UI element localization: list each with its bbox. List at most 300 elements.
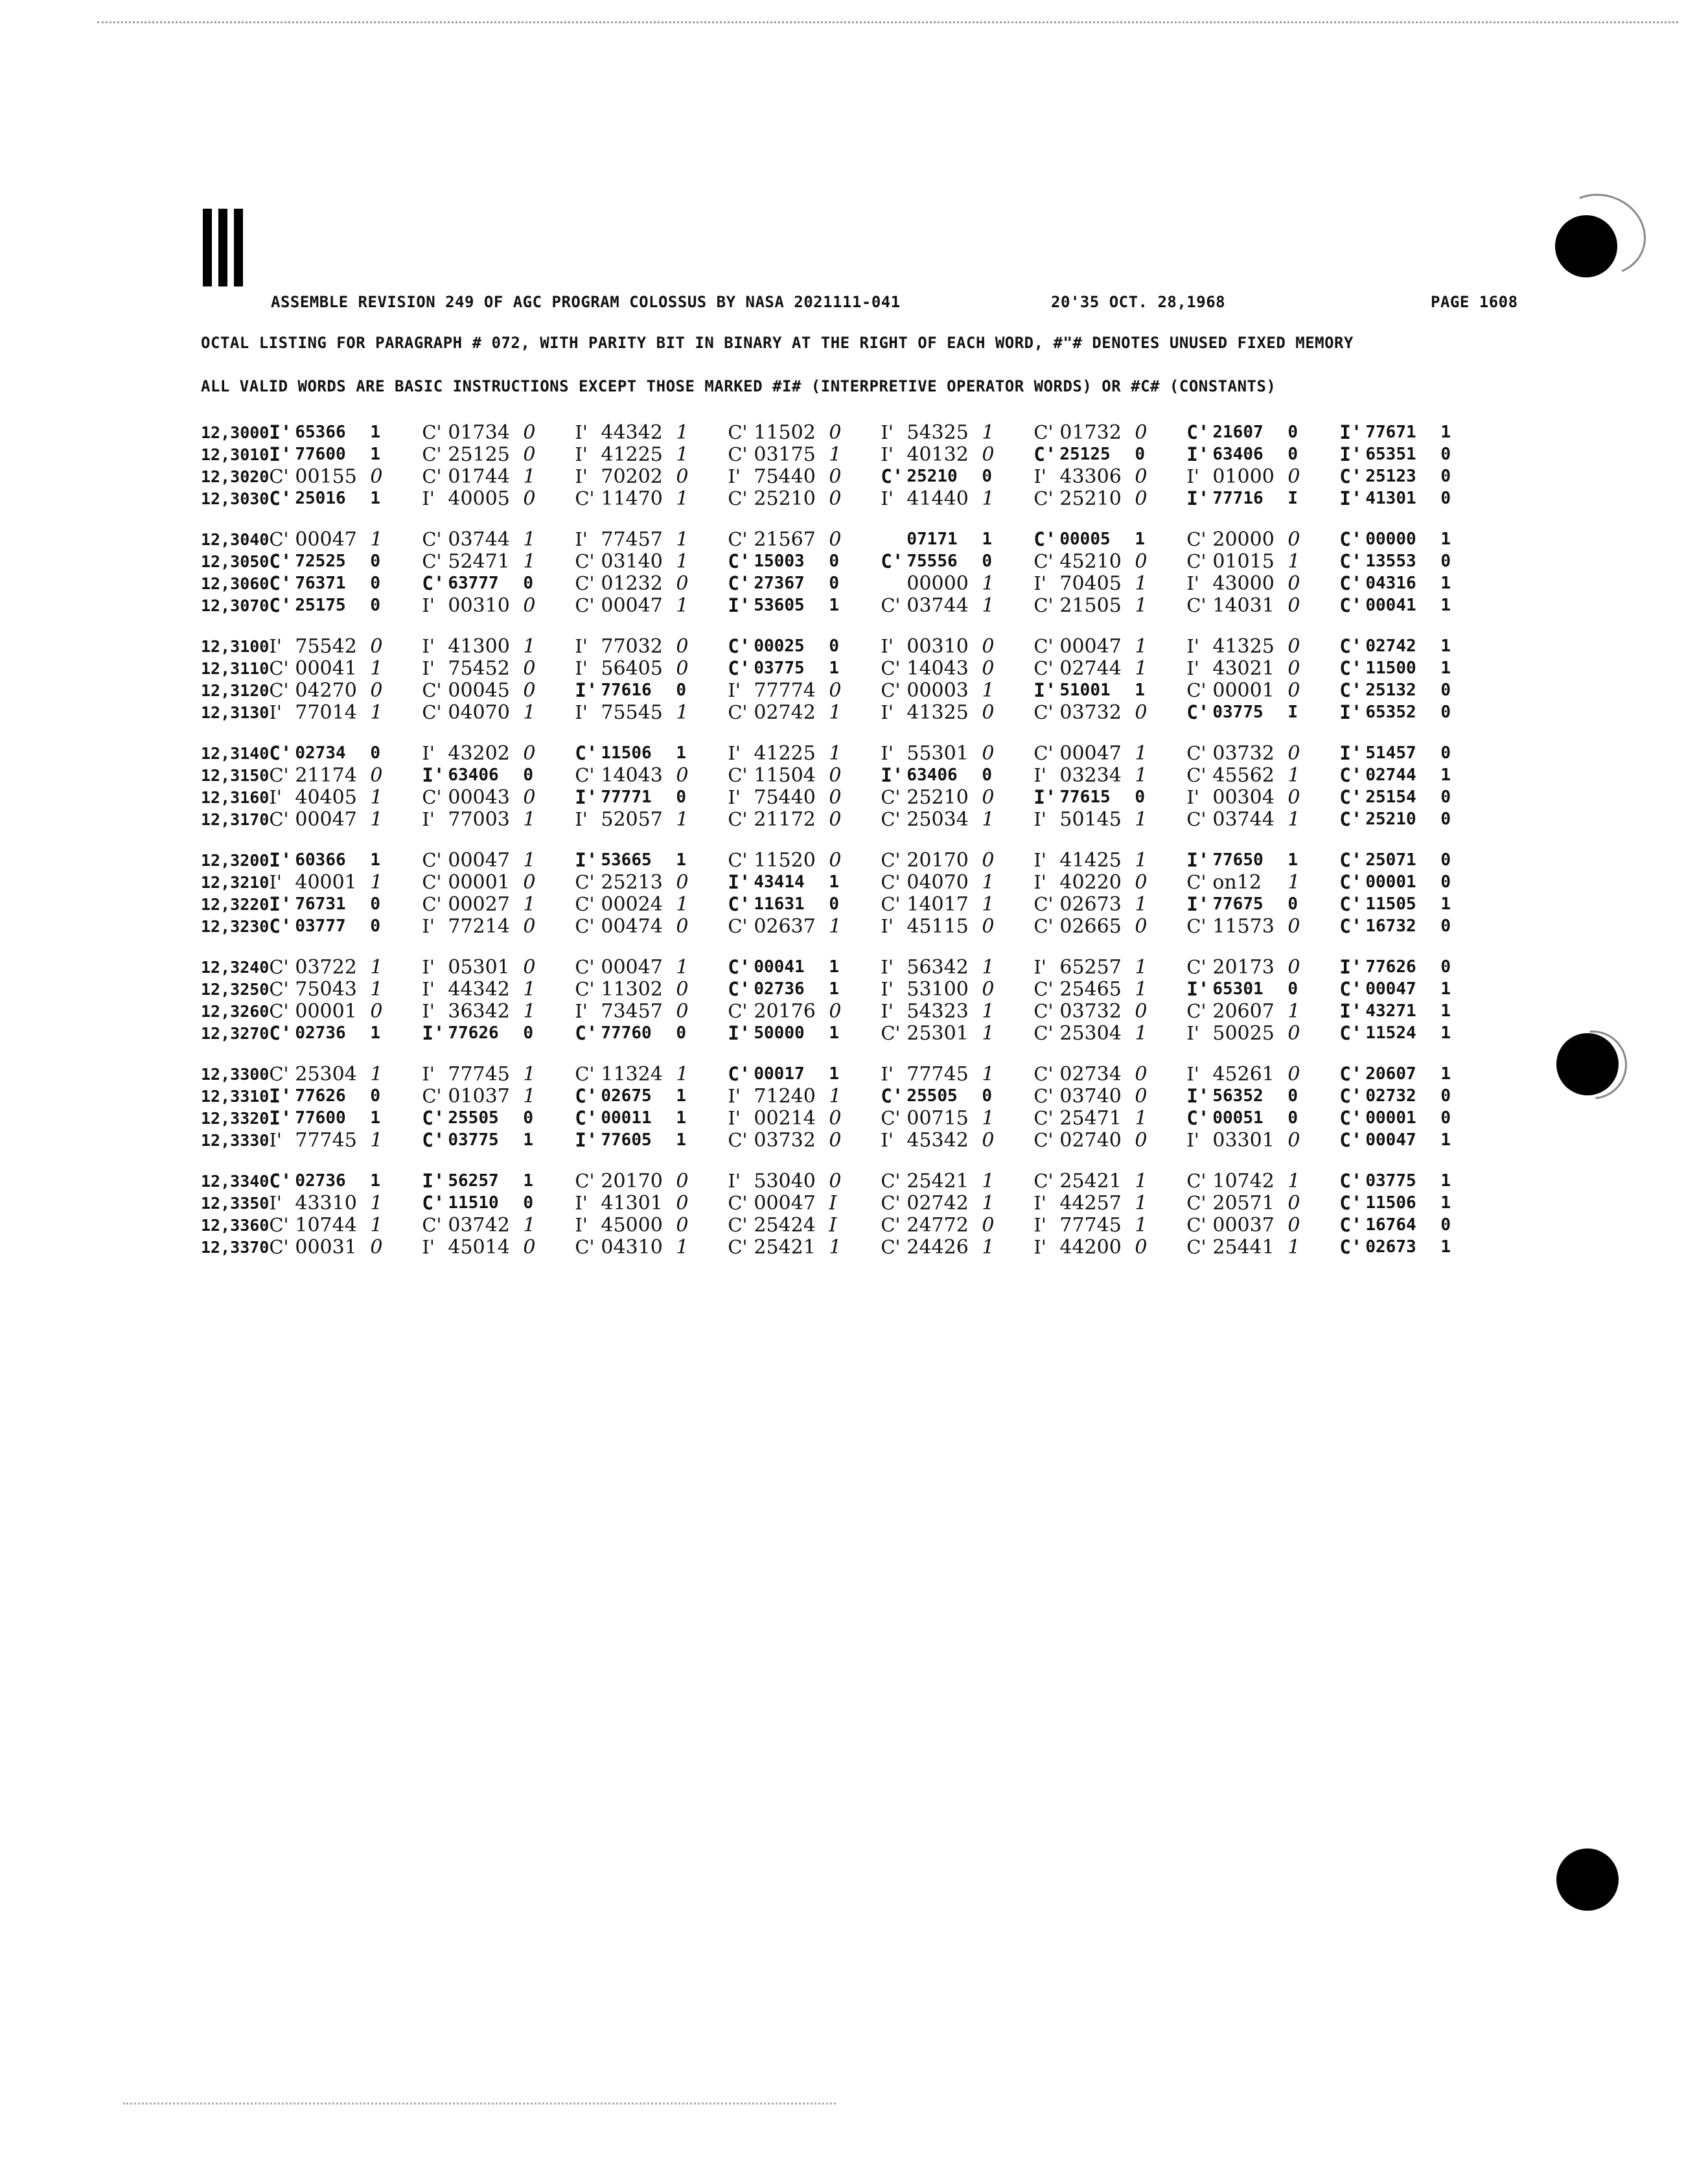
word-type-marker: C' — [1186, 915, 1206, 937]
parity-bit: 0 — [370, 916, 381, 936]
parity-bit: 0 — [1440, 957, 1451, 977]
parity-bit: 1 — [1287, 808, 1300, 831]
octal-value: 21172 — [754, 808, 816, 831]
word-cell — [1033, 786, 1186, 808]
octal-value: 00005 — [1059, 530, 1111, 549]
word-cell — [1186, 956, 1339, 979]
word-type-marker: C' — [1186, 679, 1206, 701]
octal-value: 01744 — [448, 465, 510, 488]
parity-bit: 1 — [1135, 572, 1148, 595]
word-type-marker: C' — [1033, 1129, 1054, 1151]
word-type-marker: I' — [881, 764, 904, 786]
octal-value: on12 — [1212, 870, 1262, 894]
listing-row — [201, 1107, 1484, 1129]
parity-bit: 1 — [829, 915, 842, 938]
parity-bit: 0 — [523, 955, 536, 979]
octal-value: 25505 — [906, 1086, 958, 1106]
octal-value: 45210 — [1059, 550, 1122, 573]
octal-value: 53100 — [906, 977, 969, 1001]
parity-bit: I — [1287, 703, 1298, 722]
octal-value: 16764 — [1365, 1215, 1416, 1235]
listing-row — [201, 808, 1484, 830]
word-type-marker: I' — [1033, 764, 1046, 786]
address-label: 12,3120 — [201, 681, 270, 700]
word-cell — [575, 1170, 728, 1193]
word-type-marker: I' — [1186, 487, 1210, 509]
octal-value: 03722 — [295, 955, 357, 979]
word-type-marker: C' — [1033, 550, 1054, 572]
word-type-marker: C' — [1186, 764, 1206, 786]
octal-value: 00047 — [1059, 741, 1122, 765]
octal-value: 43271 — [1365, 1001, 1416, 1021]
octal-value: 02744 — [1365, 765, 1416, 785]
parity-bit: 0 — [829, 1106, 842, 1130]
word-type-marker: C' — [575, 893, 595, 915]
word-type-marker: C' — [881, 1192, 901, 1214]
word-cell — [728, 487, 881, 510]
word-cell — [575, 871, 728, 894]
listing-row — [201, 594, 1484, 616]
parity-bit: 0 — [982, 552, 993, 571]
parity-bit: 1 — [676, 955, 689, 979]
octal-value: 40001 — [295, 870, 357, 894]
parity-bit: 1 — [370, 786, 383, 809]
octal-value: 14043 — [906, 657, 969, 680]
parity-bit: 1 — [370, 701, 383, 724]
parity-bit: 0 — [829, 421, 842, 444]
word-type-marker: C' — [728, 915, 748, 937]
word-type-marker: C' — [881, 1085, 904, 1107]
parity-bit: 1 — [676, 594, 689, 617]
word-cell — [728, 528, 881, 551]
octal-value: 02742 — [1365, 636, 1416, 656]
octal-value: 25465 — [1059, 977, 1122, 1001]
word-cell — [422, 893, 575, 916]
octal-value: 00043 — [448, 786, 510, 809]
word-cell — [1186, 550, 1339, 573]
parity-bit: 0 — [523, 765, 534, 785]
octal-value: 70202 — [601, 465, 663, 488]
word-cell — [881, 849, 1033, 872]
octal-value: 41325 — [906, 701, 969, 724]
parity-bit: 1 — [1287, 764, 1300, 787]
parity-bit: 0 — [676, 1213, 689, 1237]
word-cell — [881, 978, 1033, 1001]
parity-bit: 0 — [676, 764, 689, 787]
word-cell — [1339, 594, 1492, 616]
octal-value: 01000 — [1212, 465, 1275, 488]
parity-bit: 1 — [982, 870, 995, 894]
octal-value: 00051 — [1212, 1108, 1264, 1128]
parity-bit: 1 — [523, 465, 536, 488]
word-cell — [269, 849, 422, 871]
word-type-marker: C' — [575, 1063, 595, 1085]
parity-bit: 0 — [1440, 916, 1451, 936]
word-type-marker: C' — [1033, 421, 1054, 443]
parity-bit: 1 — [1135, 848, 1148, 872]
word-type-marker: I' — [728, 1170, 741, 1192]
word-type-marker: I' — [1033, 1214, 1046, 1236]
word-type-marker: I' — [1186, 465, 1199, 487]
octal-value: 03732 — [1059, 701, 1122, 724]
word-type-marker: C' — [728, 487, 748, 509]
address-label: 12,3100 — [201, 636, 270, 656]
parity-bit: 0 — [523, 421, 536, 444]
octal-value: 00474 — [601, 915, 663, 938]
word-type-marker: C' — [1339, 594, 1363, 616]
word-type-marker: I' — [1186, 443, 1210, 465]
address-label: 12,3370 — [201, 1237, 270, 1257]
word-cell — [1033, 1236, 1186, 1259]
parity-bit: 1 — [676, 1108, 687, 1128]
parity-bit: 1 — [1287, 870, 1300, 894]
octal-value: 77626 — [295, 1086, 346, 1106]
word-type-marker: C' — [269, 978, 289, 1000]
word-cell — [269, 1236, 422, 1259]
word-type-marker: C' — [1033, 635, 1054, 657]
word-cell — [422, 679, 575, 702]
word-type-marker: I' — [881, 1129, 894, 1151]
octal-value: 45000 — [601, 1213, 663, 1237]
word-type-marker: C' — [1339, 1063, 1363, 1085]
parity-bit: 0 — [370, 1086, 381, 1106]
word-type-marker: I' — [269, 635, 282, 657]
word-type-marker: C' — [881, 849, 901, 871]
word-type-marker: C' — [881, 1170, 901, 1192]
word-type-marker: I' — [422, 808, 435, 830]
word-type-marker: C' — [422, 1129, 445, 1151]
word-cell — [575, 657, 728, 680]
parity-bit: 1 — [370, 423, 381, 442]
parity-bit: 1 — [523, 892, 536, 916]
word-cell — [422, 1170, 575, 1192]
word-type-marker: C' — [728, 1192, 748, 1214]
octal-value: 11504 — [754, 764, 816, 787]
word-cell — [881, 443, 1033, 466]
word-type-marker: C' — [269, 1000, 289, 1022]
word-cell — [1033, 1107, 1186, 1130]
listing-block — [201, 528, 1484, 616]
word-cell — [575, 1107, 728, 1129]
parity-bit: 0 — [1287, 657, 1300, 680]
octal-value: 00025 — [754, 636, 805, 656]
word-cell — [269, 808, 422, 831]
octal-value: 01037 — [448, 1084, 510, 1108]
parity-bit: 1 — [1135, 681, 1146, 700]
word-cell — [728, 915, 881, 938]
listing-row — [201, 1022, 1484, 1044]
word-cell — [575, 1063, 728, 1086]
parity-bit: 1 — [1440, 1023, 1451, 1043]
word-type-marker: C' — [575, 764, 595, 786]
parity-bit: 1 — [370, 528, 383, 551]
word-type-marker: I' — [1033, 1236, 1046, 1258]
octal-value: 76371 — [295, 574, 346, 593]
word-type-marker: I' — [728, 786, 741, 808]
word-cell — [269, 1214, 422, 1237]
parity-bit: 1 — [1135, 1213, 1148, 1237]
word-type-marker: C' — [881, 550, 904, 572]
octal-value: 25016 — [295, 489, 346, 508]
word-cell — [575, 679, 728, 701]
octal-value: 77600 — [295, 445, 346, 464]
word-cell — [422, 528, 575, 551]
parity-bit: 1 — [676, 528, 689, 551]
address-label: 12,3010 — [201, 445, 270, 464]
word-cell — [1033, 915, 1186, 938]
parity-bit: 0 — [1135, 915, 1148, 938]
parity-bit: 0 — [370, 596, 381, 615]
word-type-marker: C' — [728, 893, 751, 915]
parity-bit: 0 — [1287, 894, 1298, 914]
octal-value: 65351 — [1365, 445, 1416, 464]
octal-value: 50145 — [1059, 808, 1122, 831]
octal-value: 56352 — [1212, 1086, 1264, 1106]
octal-value: 45342 — [906, 1128, 969, 1152]
octal-value: 00047 — [601, 594, 663, 617]
octal-value: 00047 — [754, 1191, 816, 1215]
octal-value: 02673 — [1365, 1237, 1416, 1257]
word-cell — [1186, 465, 1339, 488]
word-type-marker: I' — [1186, 1085, 1210, 1107]
word-type-marker: I' — [575, 657, 588, 679]
octal-value: 20571 — [1212, 1191, 1275, 1215]
word-cell — [1186, 635, 1339, 658]
parity-bit: 0 — [1440, 489, 1451, 508]
parity-bit: 0 — [676, 1191, 689, 1215]
parity-bit: 0 — [1440, 787, 1451, 807]
listing-row — [201, 915, 1484, 937]
word-cell — [269, 528, 422, 551]
octal-value: 10742 — [1212, 1169, 1275, 1193]
address-label: 12,3270 — [201, 1023, 270, 1043]
listing-block — [201, 635, 1484, 723]
word-type-marker: C' — [1339, 465, 1363, 487]
word-type-marker: I' — [1186, 849, 1210, 871]
word-type-marker: C' — [575, 915, 595, 937]
parity-bit: 1 — [370, 808, 383, 831]
parity-bit: 1 — [982, 1191, 995, 1215]
word-cell — [422, 742, 575, 765]
word-type-marker: C' — [1186, 808, 1206, 830]
octal-value: 75440 — [754, 465, 816, 488]
parity-bit: 0 — [982, 915, 995, 938]
parity-bit: 1 — [1135, 955, 1148, 979]
word-type-marker: C' — [269, 1170, 292, 1192]
word-cell — [575, 701, 728, 724]
parity-bit: 0 — [676, 1023, 687, 1043]
word-cell — [1186, 1022, 1339, 1045]
word-cell — [269, 1000, 422, 1023]
word-cell — [1033, 849, 1186, 872]
parity-bit: 0 — [829, 848, 842, 872]
word-cell — [422, 550, 575, 573]
parity-bit: 1 — [1135, 635, 1148, 658]
octal-value: 72525 — [295, 552, 346, 571]
octal-value: 77605 — [601, 1130, 652, 1150]
parity-bit: 0 — [370, 635, 383, 658]
word-cell — [728, 978, 881, 1000]
word-cell — [1033, 465, 1186, 488]
word-cell — [728, 764, 881, 787]
octal-value: 25441 — [1212, 1235, 1275, 1259]
word-type-marker: I' — [575, 443, 588, 465]
word-cell — [728, 893, 881, 915]
parity-bit: 1 — [1135, 741, 1148, 765]
word-type-marker: I' — [1033, 849, 1046, 871]
word-cell — [881, 1192, 1033, 1215]
parity-bit: I — [1287, 489, 1298, 508]
word-type-marker: C' — [1339, 1170, 1363, 1192]
parity-bit: 0 — [1135, 445, 1146, 464]
word-type-marker: C' — [881, 465, 904, 487]
word-cell — [1033, 594, 1186, 617]
word-cell — [1339, 1129, 1492, 1151]
listing-row — [201, 421, 1484, 443]
parity-bit: 0 — [1287, 1086, 1298, 1106]
octal-value: 00001 — [1212, 679, 1275, 702]
word-cell — [1033, 421, 1186, 444]
octal-listing-table — [201, 421, 1484, 1277]
octal-value: 00310 — [906, 635, 969, 658]
word-cell — [575, 1085, 728, 1107]
word-type-marker: C' — [575, 594, 595, 616]
word-cell — [422, 1085, 575, 1108]
parity-bit: 0 — [1440, 1086, 1451, 1106]
parity-bit: 1 — [1287, 1169, 1300, 1193]
word-cell — [1339, 1107, 1492, 1129]
octal-value: 77003 — [448, 808, 510, 831]
word-cell — [1033, 742, 1186, 765]
parity-bit: 1 — [523, 635, 536, 658]
octal-value: 53605 — [754, 596, 805, 615]
listing-block — [201, 1063, 1484, 1151]
octal-value: 00155 — [295, 465, 357, 488]
octal-value: 25301 — [906, 1021, 969, 1045]
parity-bit: 0 — [1287, 979, 1298, 999]
word-type-marker: I' — [1339, 701, 1363, 723]
word-cell — [269, 701, 422, 724]
listing-row — [201, 786, 1484, 808]
octal-value: 01732 — [1059, 421, 1122, 444]
parity-bit: 1 — [1135, 594, 1148, 617]
octal-value: 02675 — [601, 1086, 652, 1106]
word-cell — [881, 701, 1033, 724]
address-label: 12,3230 — [201, 916, 270, 936]
word-cell — [269, 786, 422, 809]
word-type-marker: I' — [422, 915, 435, 937]
word-cell — [1186, 701, 1339, 723]
word-cell — [728, 679, 881, 702]
word-type-marker: C' — [1033, 1000, 1054, 1022]
word-type-marker: C' — [728, 956, 751, 978]
address-label: 12,3170 — [201, 810, 270, 829]
octal-value: 20176 — [754, 999, 816, 1023]
word-type-marker: C' — [1339, 1214, 1363, 1236]
word-cell — [575, 1236, 728, 1259]
parity-bit: 1 — [829, 659, 840, 678]
word-cell — [1033, 679, 1186, 701]
octal-value: 25123 — [1365, 467, 1416, 486]
word-cell — [575, 1000, 728, 1023]
word-cell — [422, 657, 575, 680]
word-cell — [881, 915, 1033, 938]
parity-bit: 1 — [676, 1130, 687, 1150]
octal-value: 01015 — [1212, 550, 1275, 573]
word-type-marker: C' — [728, 1236, 748, 1258]
word-type-marker: C' — [1339, 849, 1363, 871]
listing-row — [201, 572, 1484, 594]
parity-bit: 1 — [676, 487, 689, 510]
octal-value: 24426 — [906, 1235, 969, 1259]
word-type-marker: C' — [728, 550, 751, 572]
parity-bit: 0 — [1135, 1062, 1148, 1086]
word-cell — [1033, 1129, 1186, 1152]
octal-value: 00041 — [295, 657, 357, 680]
word-type-marker: C' — [1033, 528, 1057, 550]
word-cell — [881, 808, 1033, 831]
parity-bit: 1 — [982, 530, 993, 549]
word-type-marker: C' — [728, 1214, 748, 1236]
word-cell — [728, 594, 881, 616]
parity-bit: 1 — [982, 679, 995, 702]
word-type-marker: C' — [422, 528, 442, 550]
word-cell — [1186, 572, 1339, 595]
octal-value: 03140 — [601, 550, 663, 573]
word-cell — [728, 572, 881, 594]
parity-bit: 0 — [829, 636, 840, 656]
parity-bit: 0 — [523, 679, 536, 702]
parity-bit: 0 — [523, 1193, 534, 1213]
word-type-marker: C' — [881, 808, 901, 830]
word-cell — [575, 956, 728, 979]
parity-bit: 0 — [370, 894, 381, 914]
word-cell — [728, 956, 881, 978]
word-cell — [1033, 701, 1186, 724]
word-cell — [881, 786, 1033, 809]
word-type-marker: C' — [269, 679, 289, 701]
word-type-marker: C' — [1186, 594, 1206, 616]
octal-value: 41225 — [754, 741, 816, 765]
word-cell — [269, 572, 422, 594]
octal-value: 04270 — [295, 679, 357, 702]
parity-bit: 1 — [1440, 530, 1451, 549]
word-type-marker: I' — [575, 635, 588, 657]
bottom-dotted-line — [123, 2103, 836, 2105]
word-type-marker: I' — [269, 786, 282, 808]
parity-bit: 1 — [523, 977, 536, 1001]
word-type-marker: I' — [1339, 956, 1363, 978]
word-type-marker: C' — [881, 657, 901, 679]
octal-value: 56257 — [448, 1171, 499, 1191]
word-cell — [881, 465, 1033, 487]
octal-value: 25125 — [1059, 445, 1111, 464]
word-type-marker: I' — [881, 1063, 894, 1085]
octal-value: 11631 — [754, 894, 805, 914]
word-cell — [1186, 1107, 1339, 1129]
listing-block — [201, 421, 1484, 509]
parity-bit: 0 — [1135, 421, 1148, 444]
word-cell — [269, 465, 422, 488]
octal-value: 77616 — [601, 681, 652, 700]
word-cell — [1186, 1063, 1339, 1086]
parity-bit: 1 — [1135, 1169, 1148, 1193]
word-type-marker: I' — [269, 1107, 292, 1129]
listing-row — [201, 550, 1484, 572]
octal-value: 03740 — [1059, 1084, 1122, 1108]
word-type-marker: C' — [728, 764, 748, 786]
word-cell — [575, 1022, 728, 1044]
